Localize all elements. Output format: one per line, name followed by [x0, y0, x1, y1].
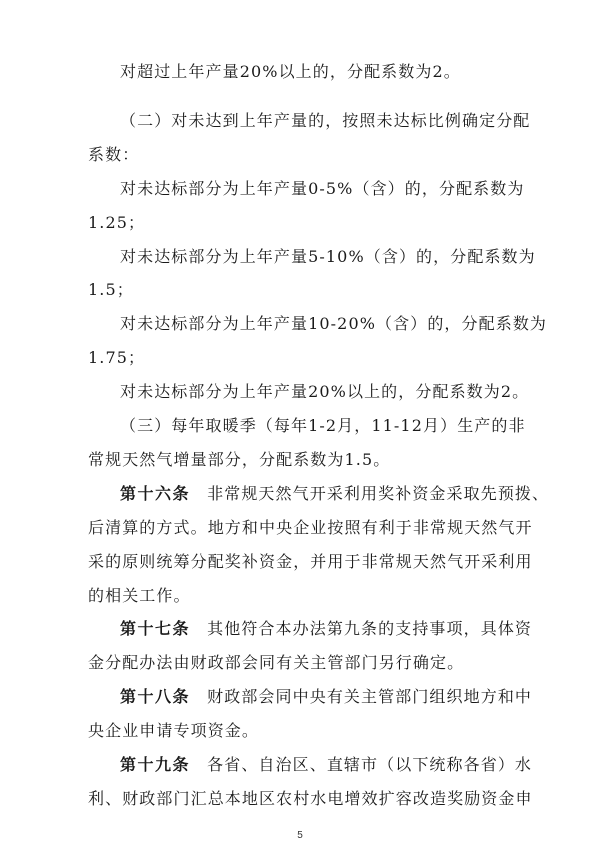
article-17-line [120, 619, 533, 638]
article-18-line [120, 687, 533, 706]
text-line: 金分配办法由财政部会同有关主管部门另行确定。 [88, 653, 465, 672]
text-line: 1.75； [88, 348, 146, 367]
text-segment: 各省、自治区、直辖市（以下统称各省）水 [207, 755, 533, 774]
text-line: 常规天然气增量部分，分配系数为1.5。 [88, 450, 391, 469]
page-number: 5 [297, 830, 303, 841]
text-line: 1.25； [88, 213, 146, 232]
text-line: 对未达标部分为上年产量10-20%（含）的，分配系数为 [120, 314, 548, 333]
text-line: 利、财政部门汇总本地区农村水电增效扩容改造奖励资金申 [88, 789, 533, 808]
text-segment: 其他符合本办法第九条的支持事项，具体资 [207, 619, 533, 638]
article-16-line [120, 484, 550, 503]
text-line: 1.5； [88, 280, 134, 299]
article-19-line [120, 755, 533, 774]
article-heading: 第十七条 [120, 619, 191, 638]
text-line: 系数： [88, 145, 140, 164]
text-line: 对超过上年产量20%以上的，分配系数为2。 [120, 62, 461, 81]
text-line: （三）每年取暖季（每年1-2月，11-12月）生产的非 [120, 416, 526, 435]
text-segment: 非常规天然气开采利用奖补资金采取先预拨、 [207, 484, 550, 503]
article-heading: 第十六条 [120, 484, 191, 503]
text-line: 对未达标部分为上年产量20%以上的，分配系数为2。 [120, 382, 530, 401]
text-line: 后清算的方式。地方和中央企业按照有利于非常规天然气开 [88, 518, 533, 537]
article-heading: 第十八条 [120, 687, 191, 706]
text-line: 的相关工作。 [88, 586, 191, 605]
text-line: （二）对未达到上年产量的，按照未达标比例确定分配 [120, 111, 531, 130]
article-heading: 第十九条 [120, 755, 191, 774]
text-line: 对未达标部分为上年产量5-10%（含）的，分配系数为 [120, 247, 536, 266]
text-line: 对未达标部分为上年产量0-5%（含）的，分配系数为 [120, 179, 525, 198]
text-segment: 财政部会同中央有关主管部门组织地方和中 [207, 687, 533, 706]
text-line: 采的原则统筹分配奖补资金，并用于非常规天然气开采利用 [88, 552, 533, 571]
text-line: 央企业申请专项资金。 [88, 721, 260, 740]
